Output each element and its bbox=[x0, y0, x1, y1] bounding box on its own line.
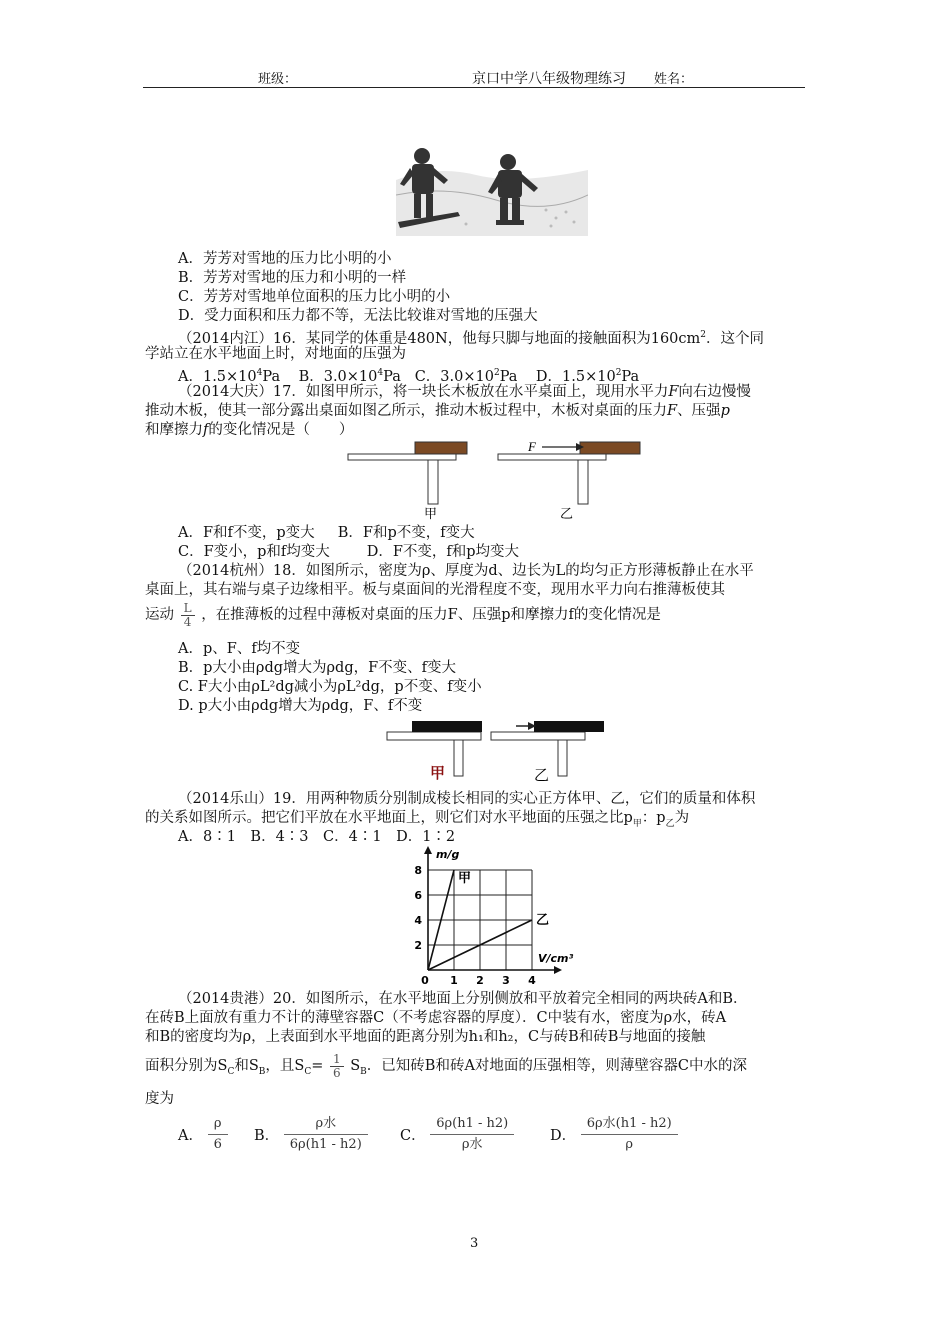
q17-force-label: F bbox=[528, 439, 536, 454]
q20-option-d-fraction: $\frac{\text{6ρ水(h1 - h2)}}{\rho}$ bbox=[581, 1114, 678, 1155]
q17-line1: （2014大庆）17．如图甲所示，将一块长木板放在水平桌面上，现用水平力F向右边慢慢 bbox=[178, 384, 751, 400]
q20-option-c: C． $\frac{6\rho(h1 - h2)}{\text{ρ水}}$ bbox=[400, 1114, 514, 1155]
x-tick-label: 2 bbox=[476, 974, 484, 986]
q15-option-c: C．芳芳对雪地单位面积的压力比小明的小 bbox=[178, 289, 451, 305]
q18-option-a: A．p、F、f均不变 bbox=[178, 641, 301, 657]
q18-fig-yi: 乙 bbox=[534, 766, 550, 784]
q18-plate-figure bbox=[384, 716, 610, 784]
q17-fig-jia: 甲 bbox=[424, 507, 438, 522]
series-label: 乙 bbox=[536, 913, 550, 928]
q20-line3: 和B的密度均为ρ，上表面到水平地面的距离分别为h₁和h₂，C与砖B和砖B与地面的接触 bbox=[145, 1029, 706, 1045]
x-tick-label: 0 bbox=[421, 974, 429, 986]
q15-option-b: B．芳芳对雪地的压力和小明的一样 bbox=[178, 270, 407, 286]
x-axis-label: V/cm³ bbox=[538, 952, 574, 965]
q18-option-b: B．p大小由ρdg增大为ρdg，F不变、f变大 bbox=[178, 660, 457, 676]
q18-fig-jia: 甲 bbox=[430, 764, 446, 782]
q20-option-d: D． $\frac{\text{6ρ水(h1 - h2)}}{\rho}$ bbox=[550, 1114, 678, 1155]
q19-line1: （2014乐山）19．用两种物质分别制成棱长相同的实心正方体甲、乙，它们的质量和体积 bbox=[178, 791, 756, 807]
q20-line1: （2014贵港）20．如图所示，在水平地面上分别侧放和平放着完全相同的两块砖A和B． bbox=[178, 991, 748, 1007]
q18-option-d: D. p大小由ρdg增大为ρdg，F、f不变 bbox=[178, 698, 423, 714]
q17-fig-yi: 乙 bbox=[560, 507, 574, 522]
q20-line5: 度为 bbox=[145, 1091, 174, 1107]
y-axis-arrow bbox=[424, 846, 432, 854]
y-tick-label: 6 bbox=[414, 889, 422, 902]
q20-option-a-fraction: $\frac{\rho}{6}$ bbox=[208, 1114, 228, 1155]
q17-line2: 推动木板，使其一部分露出桌面如图乙所示，推动木板过程中，木板对桌面的压力F、压强p bbox=[145, 403, 730, 419]
y-tick-label: 8 bbox=[414, 864, 422, 877]
header-rule bbox=[143, 87, 805, 88]
q19-line2: 的关系如图所示。把它们平放在水平地面上，则它们对水平地面的压强之比$p_甲$：$p_乙$为 bbox=[145, 810, 690, 829]
q20-option-a: A． $\frac{\rho}{6}$ bbox=[178, 1114, 228, 1155]
q15-option-d: D．受力面积和压力都不等，无法比较谁对雪地的压强大 bbox=[178, 308, 538, 324]
y-tick-label: 2 bbox=[414, 939, 422, 952]
x-axis-arrow bbox=[554, 966, 562, 974]
header-school-title: 京口中学八年级物理练习 bbox=[472, 71, 626, 87]
q20-option-c-fraction: $\frac{6\rho(h1 - h2)}{\text{ρ水}}$ bbox=[430, 1114, 514, 1155]
series-label: 甲 bbox=[458, 871, 472, 886]
q20-line2: 在砖B上面放有重力不计的薄壁容器C（不考虑容器的厚度）．C中装有水，密度为ρ水，砖A bbox=[145, 1010, 727, 1026]
q20-line4: 面积分别为$S_C$和$S_B$，且$S_C=$ $\frac{1}{6}$ $S_B$．已知砖B和砖A对地面的压强相等，则薄壁容器C中水的深 bbox=[145, 1051, 748, 1080]
y-axis-label: m/g bbox=[436, 848, 460, 861]
q20-option-b: B． $\frac{\text{ρ水}}{6\rho(h1 - h2)}$ bbox=[254, 1114, 368, 1155]
q17-options-row1: A．F和f不变，p变大 B．F和p不变，f变大 bbox=[178, 525, 475, 541]
x-tick-label: 1 bbox=[450, 974, 458, 986]
q18-line1: （2014杭州）18．如图所示，密度为ρ、厚度为d、边长为L的均匀正方形薄板静止在水平 bbox=[178, 563, 754, 579]
q18-fraction: $\frac{L}{4}$ bbox=[181, 602, 195, 629]
q20-option-b-fraction: $\frac{\text{ρ水}}{6\rho(h1 - h2)}$ bbox=[284, 1114, 368, 1155]
q18-line2: 桌面上，其右端与桌子边缘相平。板与桌面间的光滑程度不变，现用水平力向右推薄板使其 bbox=[145, 582, 725, 598]
q20-fraction: $\frac{1}{6}$ bbox=[330, 1053, 344, 1080]
q15-option-a: A．芳芳对雪地的压力比小明的小 bbox=[178, 251, 392, 267]
y-tick-label: 4 bbox=[414, 914, 422, 927]
header-class-label: 班级： bbox=[258, 72, 298, 87]
q17-board-figure bbox=[340, 436, 650, 524]
mass-volume-chart bbox=[400, 844, 582, 986]
page-number: 3 bbox=[470, 1236, 479, 1251]
q17-line3: 和摩擦力f的变化情况是（ ） bbox=[145, 422, 354, 438]
q18-option-c: C. F大小由ρL²dg减小为ρL²dg，p不变、f变小 bbox=[178, 679, 482, 695]
skiing-illustration bbox=[396, 140, 588, 236]
x-tick-label: 4 bbox=[528, 974, 536, 986]
q16-options: A．$1.5\times 10^4Pa$ B．$3.0\times 10^4Pa$ C．$3.0\times 10^2Pa$ D．$1.5\times 10^2Pa$ bbox=[178, 368, 640, 385]
q16-line1: （2014内江）16．某同学的体重是480N，他每只脚与地面的接触面积为$160cm^2$．这个同 bbox=[178, 330, 764, 347]
q16-line2: 学站立在水平地面上时，对地面的压强为 bbox=[145, 346, 406, 362]
q17-options-row2: C．F变小，p和f均变大 D．F不变，f和p均变大 bbox=[178, 544, 520, 560]
x-tick-label: 3 bbox=[502, 974, 510, 986]
header-name-label: 姓名： bbox=[654, 72, 694, 87]
q18-line3: 运动 $\frac{L}{4}$ ，在推薄板的过程中薄板对桌面的压力F、压强p和摩擦力f的变化情况是 bbox=[145, 600, 661, 629]
q19-options: A．8∶1 B．4∶3 C．4∶1 D．1∶2 bbox=[178, 829, 456, 845]
